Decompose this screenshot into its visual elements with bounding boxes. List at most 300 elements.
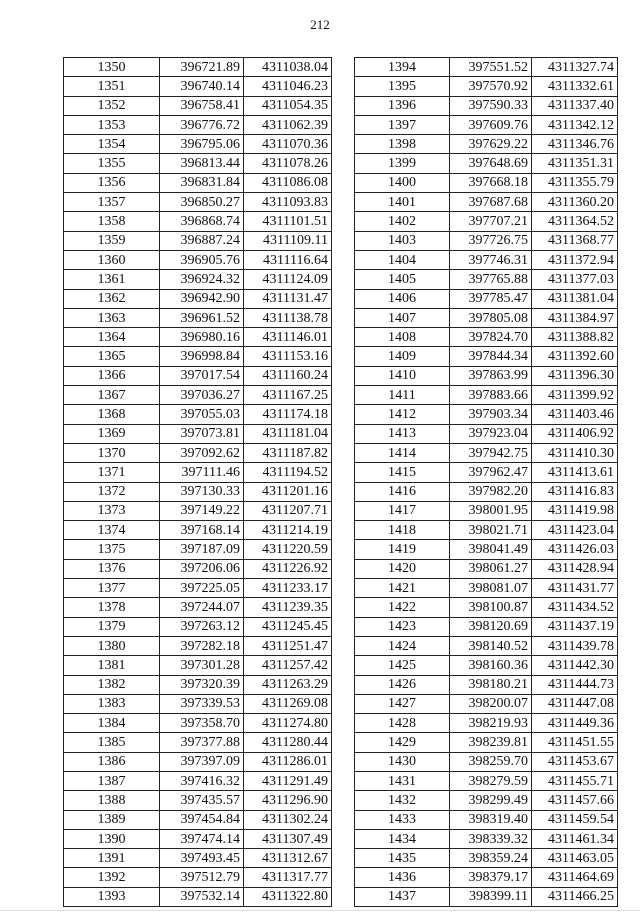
x-coordinate-cell: 398140.52	[450, 636, 532, 655]
y-coordinate-cell: 4311269.08	[244, 694, 332, 713]
point-number-cell: 1350	[64, 58, 160, 77]
x-coordinate-cell: 397844.34	[450, 347, 532, 366]
table-row	[64, 771, 332, 790]
table-row	[64, 154, 332, 173]
point-number-cell: 1431	[355, 771, 450, 790]
y-coordinate-cell: 4311245.45	[244, 617, 332, 636]
point-number-cell: 1377	[64, 579, 160, 598]
table-row	[64, 829, 332, 848]
x-coordinate-cell: 397942.75	[450, 443, 532, 462]
x-coordinate-cell: 397609.76	[450, 115, 532, 134]
x-coordinate-cell: 397320.39	[160, 675, 244, 694]
table-row	[64, 250, 332, 269]
x-coordinate-cell: 398239.81	[450, 733, 532, 752]
table-row	[355, 714, 618, 733]
point-number-cell: 1389	[64, 810, 160, 829]
point-number-cell: 1351	[64, 77, 160, 96]
x-coordinate-cell: 397668.18	[450, 173, 532, 192]
x-coordinate-cell: 397244.07	[160, 598, 244, 617]
table-row	[64, 328, 332, 347]
table-row	[355, 791, 618, 810]
x-coordinate-cell: 396721.89	[160, 58, 244, 77]
y-coordinate-cell: 4311449.36	[532, 714, 618, 733]
point-number-cell: 1398	[355, 135, 450, 154]
x-coordinate-cell: 398021.71	[450, 521, 532, 540]
table-row	[64, 791, 332, 810]
x-coordinate-cell: 397282.18	[160, 636, 244, 655]
y-coordinate-cell: 4311464.69	[532, 868, 618, 887]
point-number-cell: 1406	[355, 289, 450, 308]
point-number-cell: 1353	[64, 115, 160, 134]
point-number-cell: 1404	[355, 250, 450, 269]
x-coordinate-cell: 397863.99	[450, 366, 532, 385]
table-row	[355, 424, 618, 443]
x-coordinate-cell: 398081.07	[450, 579, 532, 598]
point-number-cell: 1394	[355, 58, 450, 77]
table-row	[355, 193, 618, 212]
table-row	[64, 270, 332, 289]
y-coordinate-cell: 4311054.35	[244, 96, 332, 115]
y-coordinate-cell: 4311038.04	[244, 58, 332, 77]
point-number-cell: 1391	[64, 849, 160, 868]
y-coordinate-cell: 4311399.92	[532, 386, 618, 405]
table-row	[355, 463, 618, 482]
x-coordinate-cell: 396740.14	[160, 77, 244, 96]
x-coordinate-cell: 397017.54	[160, 366, 244, 385]
point-number-cell: 1419	[355, 540, 450, 559]
point-number-cell: 1423	[355, 617, 450, 636]
page-edge-divider	[0, 910, 640, 911]
table-row	[355, 656, 618, 675]
point-number-cell: 1414	[355, 443, 450, 462]
point-number-cell: 1408	[355, 328, 450, 347]
x-coordinate-cell: 397073.81	[160, 424, 244, 443]
y-coordinate-cell: 4311346.76	[532, 135, 618, 154]
y-coordinate-cell: 4311233.17	[244, 579, 332, 598]
table-row	[64, 540, 332, 559]
x-coordinate-cell: 397377.88	[160, 733, 244, 752]
x-coordinate-cell: 397648.69	[450, 154, 532, 173]
x-coordinate-cell: 397493.45	[160, 849, 244, 868]
point-number-cell: 1407	[355, 308, 450, 327]
table-row	[355, 308, 618, 327]
table-row	[64, 463, 332, 482]
point-number-cell: 1378	[64, 598, 160, 617]
point-number-cell: 1413	[355, 424, 450, 443]
table-row	[64, 58, 332, 77]
table-row	[64, 810, 332, 829]
table-row	[64, 752, 332, 771]
table-row	[64, 405, 332, 424]
point-number-cell: 1424	[355, 636, 450, 655]
point-number-cell: 1364	[64, 328, 160, 347]
table-row	[64, 424, 332, 443]
table-row	[355, 250, 618, 269]
table-row	[64, 77, 332, 96]
y-coordinate-cell: 4311444.73	[532, 675, 618, 694]
x-coordinate-cell: 397532.14	[160, 887, 244, 906]
x-coordinate-cell: 397339.53	[160, 694, 244, 713]
y-coordinate-cell: 4311406.92	[532, 424, 618, 443]
table-row	[355, 135, 618, 154]
table-row	[64, 694, 332, 713]
x-coordinate-cell: 398359.24	[450, 849, 532, 868]
y-coordinate-cell: 4311322.80	[244, 887, 332, 906]
x-coordinate-cell: 397130.33	[160, 482, 244, 501]
table-row	[64, 193, 332, 212]
y-coordinate-cell: 4311302.24	[244, 810, 332, 829]
table-row	[355, 289, 618, 308]
y-coordinate-cell: 4311257.42	[244, 656, 332, 675]
point-number-cell: 1380	[64, 636, 160, 655]
x-coordinate-cell: 397805.08	[450, 308, 532, 327]
x-coordinate-cell: 396850.27	[160, 193, 244, 212]
point-number-cell: 1392	[64, 868, 160, 887]
x-coordinate-cell: 397512.79	[160, 868, 244, 887]
y-coordinate-cell: 4311437.19	[532, 617, 618, 636]
table-row	[64, 617, 332, 636]
y-coordinate-cell: 4311207.71	[244, 501, 332, 520]
x-coordinate-cell: 397785.47	[450, 289, 532, 308]
y-coordinate-cell: 4311431.77	[532, 579, 618, 598]
x-coordinate-cell: 397168.14	[160, 521, 244, 540]
point-number-cell: 1381	[64, 656, 160, 675]
x-coordinate-cell: 396998.84	[160, 347, 244, 366]
table-row	[64, 289, 332, 308]
x-coordinate-cell: 396980.16	[160, 328, 244, 347]
point-number-cell: 1359	[64, 231, 160, 250]
coordinate-table-right	[354, 57, 618, 907]
point-number-cell: 1360	[64, 250, 160, 269]
point-number-cell: 1388	[64, 791, 160, 810]
y-coordinate-cell: 4311368.77	[532, 231, 618, 250]
x-coordinate-cell: 397187.09	[160, 540, 244, 559]
table-row	[355, 521, 618, 540]
x-coordinate-cell: 398160.36	[450, 656, 532, 675]
point-number-cell: 1382	[64, 675, 160, 694]
table-row	[355, 154, 618, 173]
y-coordinate-cell: 4311447.08	[532, 694, 618, 713]
table-row	[355, 501, 618, 520]
point-number-cell: 1376	[64, 559, 160, 578]
y-coordinate-cell: 4311093.83	[244, 193, 332, 212]
x-coordinate-cell: 397982.20	[450, 482, 532, 501]
x-coordinate-cell: 396795.06	[160, 135, 244, 154]
point-number-cell: 1385	[64, 733, 160, 752]
point-number-cell: 1384	[64, 714, 160, 733]
x-coordinate-cell: 398001.95	[450, 501, 532, 520]
y-coordinate-cell: 4311388.82	[532, 328, 618, 347]
y-coordinate-cell: 4311062.39	[244, 115, 332, 134]
table-row	[355, 58, 618, 77]
table-row	[64, 636, 332, 655]
x-coordinate-cell: 398279.59	[450, 771, 532, 790]
point-number-cell: 1354	[64, 135, 160, 154]
y-coordinate-cell: 4311220.59	[244, 540, 332, 559]
point-number-cell: 1430	[355, 752, 450, 771]
y-coordinate-cell: 4311070.36	[244, 135, 332, 154]
table-row	[355, 849, 618, 868]
point-number-cell: 1417	[355, 501, 450, 520]
x-coordinate-cell: 397055.03	[160, 405, 244, 424]
table-row	[64, 115, 332, 134]
point-number-cell: 1366	[64, 366, 160, 385]
point-number-cell: 1426	[355, 675, 450, 694]
point-number-cell: 1375	[64, 540, 160, 559]
x-coordinate-cell: 396758.41	[160, 96, 244, 115]
y-coordinate-cell: 4311251.47	[244, 636, 332, 655]
table-row	[64, 366, 332, 385]
y-coordinate-cell: 4311146.01	[244, 328, 332, 347]
table-row	[64, 849, 332, 868]
x-coordinate-cell: 398100.87	[450, 598, 532, 617]
y-coordinate-cell: 4311410.30	[532, 443, 618, 462]
table-row	[355, 617, 618, 636]
y-coordinate-cell: 4311381.04	[532, 289, 618, 308]
table-row	[64, 559, 332, 578]
point-number-cell: 1396	[355, 96, 450, 115]
y-coordinate-cell: 4311360.20	[532, 193, 618, 212]
y-coordinate-cell: 4311355.79	[532, 173, 618, 192]
table-row	[355, 96, 618, 115]
y-coordinate-cell: 4311226.92	[244, 559, 332, 578]
x-coordinate-cell: 398259.70	[450, 752, 532, 771]
y-coordinate-cell: 4311201.16	[244, 482, 332, 501]
y-coordinate-cell: 4311351.31	[532, 154, 618, 173]
y-coordinate-cell: 4311138.78	[244, 308, 332, 327]
x-coordinate-cell: 397397.09	[160, 752, 244, 771]
y-coordinate-cell: 4311413.61	[532, 463, 618, 482]
y-coordinate-cell: 4311457.66	[532, 791, 618, 810]
table-row	[64, 386, 332, 405]
x-coordinate-cell: 396905.76	[160, 250, 244, 269]
x-coordinate-cell: 397358.70	[160, 714, 244, 733]
table-row	[64, 347, 332, 366]
point-number-cell: 1418	[355, 521, 450, 540]
table-row	[64, 675, 332, 694]
table-row	[64, 482, 332, 501]
point-number-cell: 1355	[64, 154, 160, 173]
y-coordinate-cell: 4311153.16	[244, 347, 332, 366]
y-coordinate-cell: 4311101.51	[244, 212, 332, 231]
page-number: 212	[310, 17, 330, 32]
y-coordinate-cell: 4311434.52	[532, 598, 618, 617]
point-number-cell: 1356	[64, 173, 160, 192]
point-number-cell: 1405	[355, 270, 450, 289]
y-coordinate-cell: 4311280.44	[244, 733, 332, 752]
y-coordinate-cell: 4311167.25	[244, 386, 332, 405]
table-row	[355, 868, 618, 887]
table-row	[355, 752, 618, 771]
x-coordinate-cell: 397225.05	[160, 579, 244, 598]
y-coordinate-cell: 4311187.82	[244, 443, 332, 462]
table-row	[355, 173, 618, 192]
table-row	[355, 771, 618, 790]
x-coordinate-cell: 396868.74	[160, 212, 244, 231]
point-number-cell: 1386	[64, 752, 160, 771]
table-row	[355, 598, 618, 617]
x-coordinate-cell: 397301.28	[160, 656, 244, 675]
y-coordinate-cell: 4311453.67	[532, 752, 618, 771]
x-coordinate-cell: 397726.75	[450, 231, 532, 250]
point-number-cell: 1437	[355, 887, 450, 906]
y-coordinate-cell: 4311239.35	[244, 598, 332, 617]
point-number-cell: 1429	[355, 733, 450, 752]
point-number-cell: 1370	[64, 443, 160, 462]
point-number-cell: 1420	[355, 559, 450, 578]
table-row	[64, 501, 332, 520]
table-row	[355, 559, 618, 578]
y-coordinate-cell: 4311086.08	[244, 173, 332, 192]
point-number-cell: 1416	[355, 482, 450, 501]
x-coordinate-cell: 396942.90	[160, 289, 244, 308]
x-coordinate-cell: 396924.32	[160, 270, 244, 289]
x-coordinate-cell: 397551.52	[450, 58, 532, 77]
table-row	[64, 96, 332, 115]
point-number-cell: 1374	[64, 521, 160, 540]
table-row	[64, 135, 332, 154]
table-row	[355, 405, 618, 424]
x-coordinate-cell: 396813.44	[160, 154, 244, 173]
y-coordinate-cell: 4311109.11	[244, 231, 332, 250]
y-coordinate-cell: 4311263.29	[244, 675, 332, 694]
y-coordinate-cell: 4311377.03	[532, 270, 618, 289]
y-coordinate-cell: 4311439.78	[532, 636, 618, 655]
point-number-cell: 1435	[355, 849, 450, 868]
x-coordinate-cell: 397746.31	[450, 250, 532, 269]
table-row	[64, 733, 332, 752]
coordinate-table-left	[63, 57, 332, 907]
y-coordinate-cell: 4311291.49	[244, 771, 332, 790]
table-row	[355, 443, 618, 462]
point-number-cell: 1362	[64, 289, 160, 308]
y-coordinate-cell: 4311286.01	[244, 752, 332, 771]
x-coordinate-cell: 397474.14	[160, 829, 244, 848]
x-coordinate-cell: 397435.57	[160, 791, 244, 810]
table-row	[355, 829, 618, 848]
y-coordinate-cell: 4311419.98	[532, 501, 618, 520]
y-coordinate-cell: 4311332.61	[532, 77, 618, 96]
table-row	[355, 636, 618, 655]
x-coordinate-cell: 397036.27	[160, 386, 244, 405]
table-row	[64, 887, 332, 906]
y-coordinate-cell: 4311307.49	[244, 829, 332, 848]
table-row	[355, 366, 618, 385]
table-row	[64, 656, 332, 675]
point-number-cell: 1387	[64, 771, 160, 790]
point-number-cell: 1393	[64, 887, 160, 906]
x-coordinate-cell: 398219.93	[450, 714, 532, 733]
point-number-cell: 1399	[355, 154, 450, 173]
y-coordinate-cell: 4311131.47	[244, 289, 332, 308]
x-coordinate-cell: 397590.33	[450, 96, 532, 115]
point-number-cell: 1383	[64, 694, 160, 713]
point-number-cell: 1373	[64, 501, 160, 520]
point-number-cell: 1409	[355, 347, 450, 366]
y-coordinate-cell: 4311442.30	[532, 656, 618, 675]
table-row	[355, 328, 618, 347]
y-coordinate-cell: 4311451.55	[532, 733, 618, 752]
point-number-cell: 1402	[355, 212, 450, 231]
y-coordinate-cell: 4311384.97	[532, 308, 618, 327]
x-coordinate-cell: 398180.21	[450, 675, 532, 694]
y-coordinate-cell: 4311455.71	[532, 771, 618, 790]
x-coordinate-cell: 398200.07	[450, 694, 532, 713]
point-number-cell: 1358	[64, 212, 160, 231]
y-coordinate-cell: 4311312.67	[244, 849, 332, 868]
table-row	[64, 521, 332, 540]
table-row	[355, 386, 618, 405]
point-number-cell: 1415	[355, 463, 450, 482]
table-row	[64, 579, 332, 598]
y-coordinate-cell: 4311296.90	[244, 791, 332, 810]
y-coordinate-cell: 4311396.30	[532, 366, 618, 385]
y-coordinate-cell: 4311426.03	[532, 540, 618, 559]
y-coordinate-cell: 4311124.09	[244, 270, 332, 289]
x-coordinate-cell: 398379.17	[450, 868, 532, 887]
x-coordinate-cell: 396961.52	[160, 308, 244, 327]
y-coordinate-cell: 4311461.34	[532, 829, 618, 848]
table-row	[355, 347, 618, 366]
x-coordinate-cell: 398061.27	[450, 559, 532, 578]
y-coordinate-cell: 4311327.74	[532, 58, 618, 77]
y-coordinate-cell: 4311416.83	[532, 482, 618, 501]
table-row	[355, 694, 618, 713]
point-number-cell: 1401	[355, 193, 450, 212]
y-coordinate-cell: 4311372.94	[532, 250, 618, 269]
y-coordinate-cell: 4311194.52	[244, 463, 332, 482]
table-row	[355, 212, 618, 231]
y-coordinate-cell: 4311342.12	[532, 115, 618, 134]
table-row	[64, 868, 332, 887]
point-number-cell: 1369	[64, 424, 160, 443]
x-coordinate-cell: 396776.72	[160, 115, 244, 134]
x-coordinate-cell: 398120.69	[450, 617, 532, 636]
x-coordinate-cell: 397092.62	[160, 443, 244, 462]
x-coordinate-cell: 397454.84	[160, 810, 244, 829]
x-coordinate-cell: 396831.84	[160, 173, 244, 192]
x-coordinate-cell: 397206.06	[160, 559, 244, 578]
x-coordinate-cell: 397824.70	[450, 328, 532, 347]
y-coordinate-cell: 4311392.60	[532, 347, 618, 366]
y-coordinate-cell: 4311459.54	[532, 810, 618, 829]
x-coordinate-cell: 397903.34	[450, 405, 532, 424]
y-coordinate-cell: 4311423.04	[532, 521, 618, 540]
point-number-cell: 1425	[355, 656, 450, 675]
point-number-cell: 1400	[355, 173, 450, 192]
point-number-cell: 1410	[355, 366, 450, 385]
table-row	[64, 443, 332, 462]
table-row	[64, 714, 332, 733]
x-coordinate-cell: 397765.88	[450, 270, 532, 289]
point-number-cell: 1403	[355, 231, 450, 250]
table-row	[64, 212, 332, 231]
table-row	[64, 231, 332, 250]
y-coordinate-cell: 4311274.80	[244, 714, 332, 733]
point-number-cell: 1421	[355, 579, 450, 598]
y-coordinate-cell: 4311428.94	[532, 559, 618, 578]
y-coordinate-cell: 4311116.64	[244, 250, 332, 269]
table-row	[64, 598, 332, 617]
x-coordinate-cell: 397416.32	[160, 771, 244, 790]
table-row	[355, 482, 618, 501]
x-coordinate-cell: 397923.04	[450, 424, 532, 443]
table-row	[355, 540, 618, 559]
y-coordinate-cell: 4311466.25	[532, 887, 618, 906]
table-row	[64, 173, 332, 192]
y-coordinate-cell: 4311078.26	[244, 154, 332, 173]
point-number-cell: 1368	[64, 405, 160, 424]
